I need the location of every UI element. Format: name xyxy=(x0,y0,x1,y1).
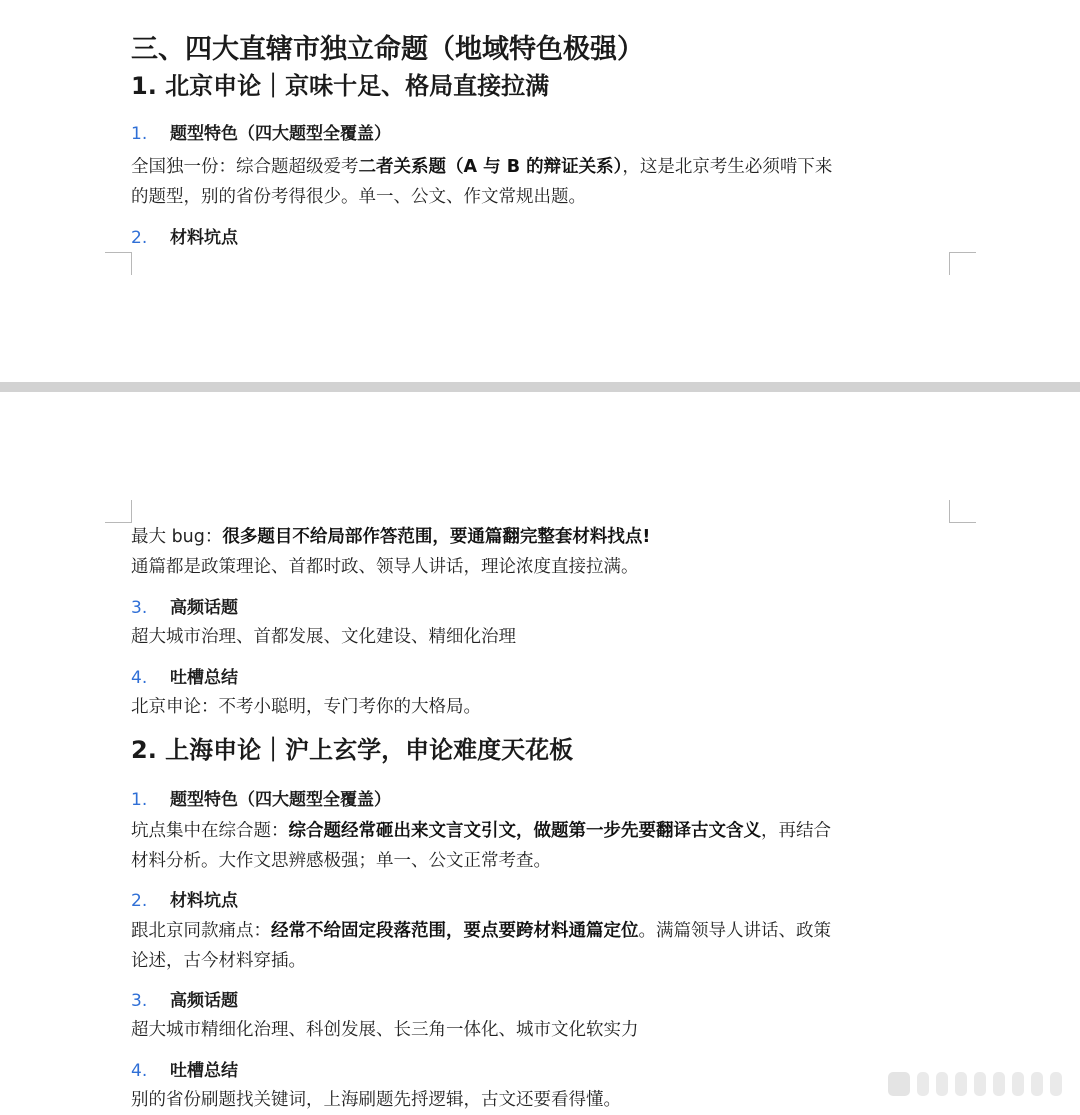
item-title: 吐槽总结 xyxy=(170,668,238,688)
page-indicator-dot xyxy=(1050,1072,1062,1096)
item-title: 材料坑点 xyxy=(170,891,238,911)
page-indicator-dot xyxy=(974,1072,986,1096)
shanghai-item-3-heading xyxy=(131,989,238,1013)
item-title: 材料坑点 xyxy=(170,228,238,248)
beijing-item-3-text: 超大城市治理、首都发展、文化建设、精细化治理 xyxy=(131,627,516,647)
beijing-item-1-heading xyxy=(131,122,391,146)
list-number: 1. xyxy=(131,124,148,144)
list-number: 2. xyxy=(131,891,148,911)
item-title: 吐槽总结 xyxy=(170,1061,238,1081)
shanghai-item-4-heading xyxy=(131,1059,238,1083)
page-indicator-dot xyxy=(1031,1072,1043,1096)
beijing-item-1-text-cont: 的题型，别的省份考得很少。单一、公文、作文常规出题。 xyxy=(131,187,586,207)
page-indicator-dot xyxy=(888,1072,910,1096)
page-separator xyxy=(0,382,1080,392)
beijing-item-4-text: 北京申论：不考小聪明，专门考你的大格局。 xyxy=(131,697,481,717)
page-indicator-dot xyxy=(936,1072,948,1096)
beijing-heading: 1. 北京申论｜京味十足、格局直接拉满 xyxy=(131,72,550,100)
list-number: 4. xyxy=(131,1061,148,1081)
item-title: 高频话题 xyxy=(170,598,238,618)
page-indicator-dot xyxy=(955,1072,967,1096)
beijing-item-2-heading xyxy=(131,226,238,250)
list-number: 3. xyxy=(131,598,148,618)
beijing-item-2-text: 最大 bug：很多题目不给局部作答范围，要通篇翻完整套材料找点! xyxy=(131,527,651,547)
list-number: 2. xyxy=(131,228,148,248)
list-number: 3. xyxy=(131,991,148,1011)
page-indicator xyxy=(888,1072,1062,1096)
emphasis-text: 综合题经常砸出来文言文引文，做题第一步先要翻译古文含义 xyxy=(288,821,761,841)
shanghai-item-1-text: 坑点集中在综合题：综合题经常砸出来文言文引文，做题第一步先要翻译古文含义，再结合 xyxy=(131,821,831,841)
beijing-item-3-heading xyxy=(131,596,238,620)
shanghai-item-1-heading xyxy=(131,788,391,812)
section-title: 三、四大直辖市独立命题（地域特色极强） xyxy=(131,34,644,65)
page-margin-corner-mark xyxy=(105,252,132,275)
shanghai-item-3-text: 超大城市精细化治理、科创发展、长三角一体化、城市文化软实力 xyxy=(131,1020,639,1040)
shanghai-heading: 2. 上海申论｜沪上玄学，申论难度天花板 xyxy=(131,736,574,764)
shanghai-item-2-text-cont: 论述，古今材料穿插。 xyxy=(131,951,306,971)
emphasis-text: 很多题目不给局部作答范围，要通篇翻完整套材料找点! xyxy=(222,527,651,547)
shanghai-item-2-text: 跟北京同款痛点：经常不给固定段落范围，要点要跨材料通篇定位。满篇领导人讲话、政策 xyxy=(131,921,831,941)
beijing-item-4-heading xyxy=(131,666,238,690)
beijing-item-1-text: 全国独一份：综合题超级爱考二者关系题（A 与 B 的辩证关系），这是北京考生必须啃下来 xyxy=(131,157,833,177)
item-title: 题型特色（四大题型全覆盖） xyxy=(170,124,391,144)
page-margin-corner-mark xyxy=(949,500,976,523)
shanghai-item-1-text-cont: 材料分析。大作文思辨感极强；单一、公文正常考查。 xyxy=(131,851,551,871)
document-page-1 xyxy=(0,0,1080,382)
page-indicator-dot xyxy=(1012,1072,1024,1096)
page-margin-corner-mark xyxy=(105,500,132,523)
page-margin-corner-mark xyxy=(949,252,976,275)
emphasis-text: 经常不给固定段落范围，要点要跨材料通篇定位 xyxy=(271,921,639,941)
page-indicator-dot xyxy=(917,1072,929,1096)
item-title: 高频话题 xyxy=(170,991,238,1011)
beijing-item-2-text-cont: 通篇都是政策理论、首都时政、领导人讲话，理论浓度直接拉满。 xyxy=(131,557,639,577)
item-title: 题型特色（四大题型全覆盖） xyxy=(170,790,391,810)
emphasis-text: 二者关系题（A 与 B 的辩证关系） xyxy=(358,157,623,177)
page-indicator-dot xyxy=(993,1072,1005,1096)
shanghai-item-4-text: 别的省份刷题找关键词，上海刷题先捋逻辑，古文还要看得懂。 xyxy=(131,1090,621,1110)
list-number: 1. xyxy=(131,790,148,810)
shanghai-item-2-heading xyxy=(131,889,238,913)
list-number: 4. xyxy=(131,668,148,688)
